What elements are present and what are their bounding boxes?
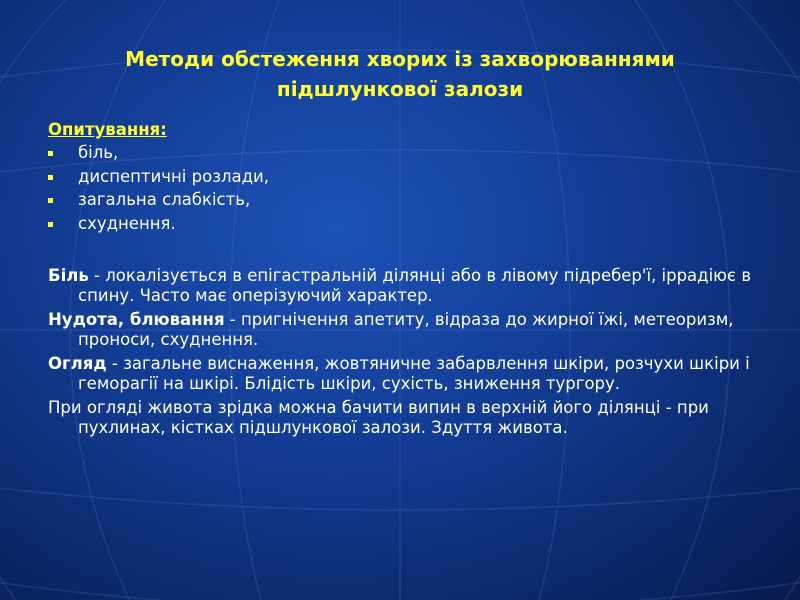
symptom-bullet-list xyxy=(48,143,768,237)
bullet-text: загальна слабкість, xyxy=(78,190,251,209)
section-heading-survey: Опитування: xyxy=(48,120,167,139)
paragraph-examination xyxy=(48,354,768,394)
slide-title-line-2: підшлункової залози xyxy=(276,77,524,101)
square-bullet-icon xyxy=(48,175,53,180)
slide-title-line-1: Методи обстеження хворих із захворюваннями xyxy=(125,47,675,71)
square-bullet-icon xyxy=(48,151,53,156)
paragraph-text: При огляді живота зрідка можна бачити випин в верхній його ділянці - при пухлинах, кістках підшлункової залози. Здуття живота. xyxy=(48,398,709,437)
bullet-text: диспептичні розлади, xyxy=(78,166,270,186)
paragraph-term: Огляд xyxy=(48,354,107,373)
slide-title xyxy=(60,44,740,104)
paragraph-abdomen xyxy=(48,398,768,438)
paragraph-pain xyxy=(48,266,768,306)
paragraph-text: - локалізується в епігастральній ділянці або в лівому підребер'ї, іррадіює в спину. Часто має оперізуючий характер. xyxy=(78,266,752,305)
square-bullet-icon xyxy=(48,198,53,203)
paragraph-text: - пригнічення апетиту, відраза до жирної їжі, метеоризм, проноси, схуднення. xyxy=(78,310,734,349)
bullet-item xyxy=(48,143,768,167)
bullet-item xyxy=(48,190,768,214)
slide-content xyxy=(48,120,768,442)
bullet-text: біль, xyxy=(78,143,119,162)
bullet-item xyxy=(48,214,768,238)
bullet-item xyxy=(48,167,768,191)
paragraph-text: - загальне виснаження, жовтяничне забарвлення шкіри, розчухи шкіри і геморагії на шкірі. Блідість шкіри, сухість, зниження тургору. xyxy=(78,354,750,393)
bullet-text: схуднення. xyxy=(78,213,176,233)
paragraph-term: Біль xyxy=(48,266,89,285)
paragraph-term: Нудота, блювання xyxy=(48,310,225,329)
square-bullet-icon xyxy=(48,222,53,227)
paragraph-nausea xyxy=(48,310,768,350)
